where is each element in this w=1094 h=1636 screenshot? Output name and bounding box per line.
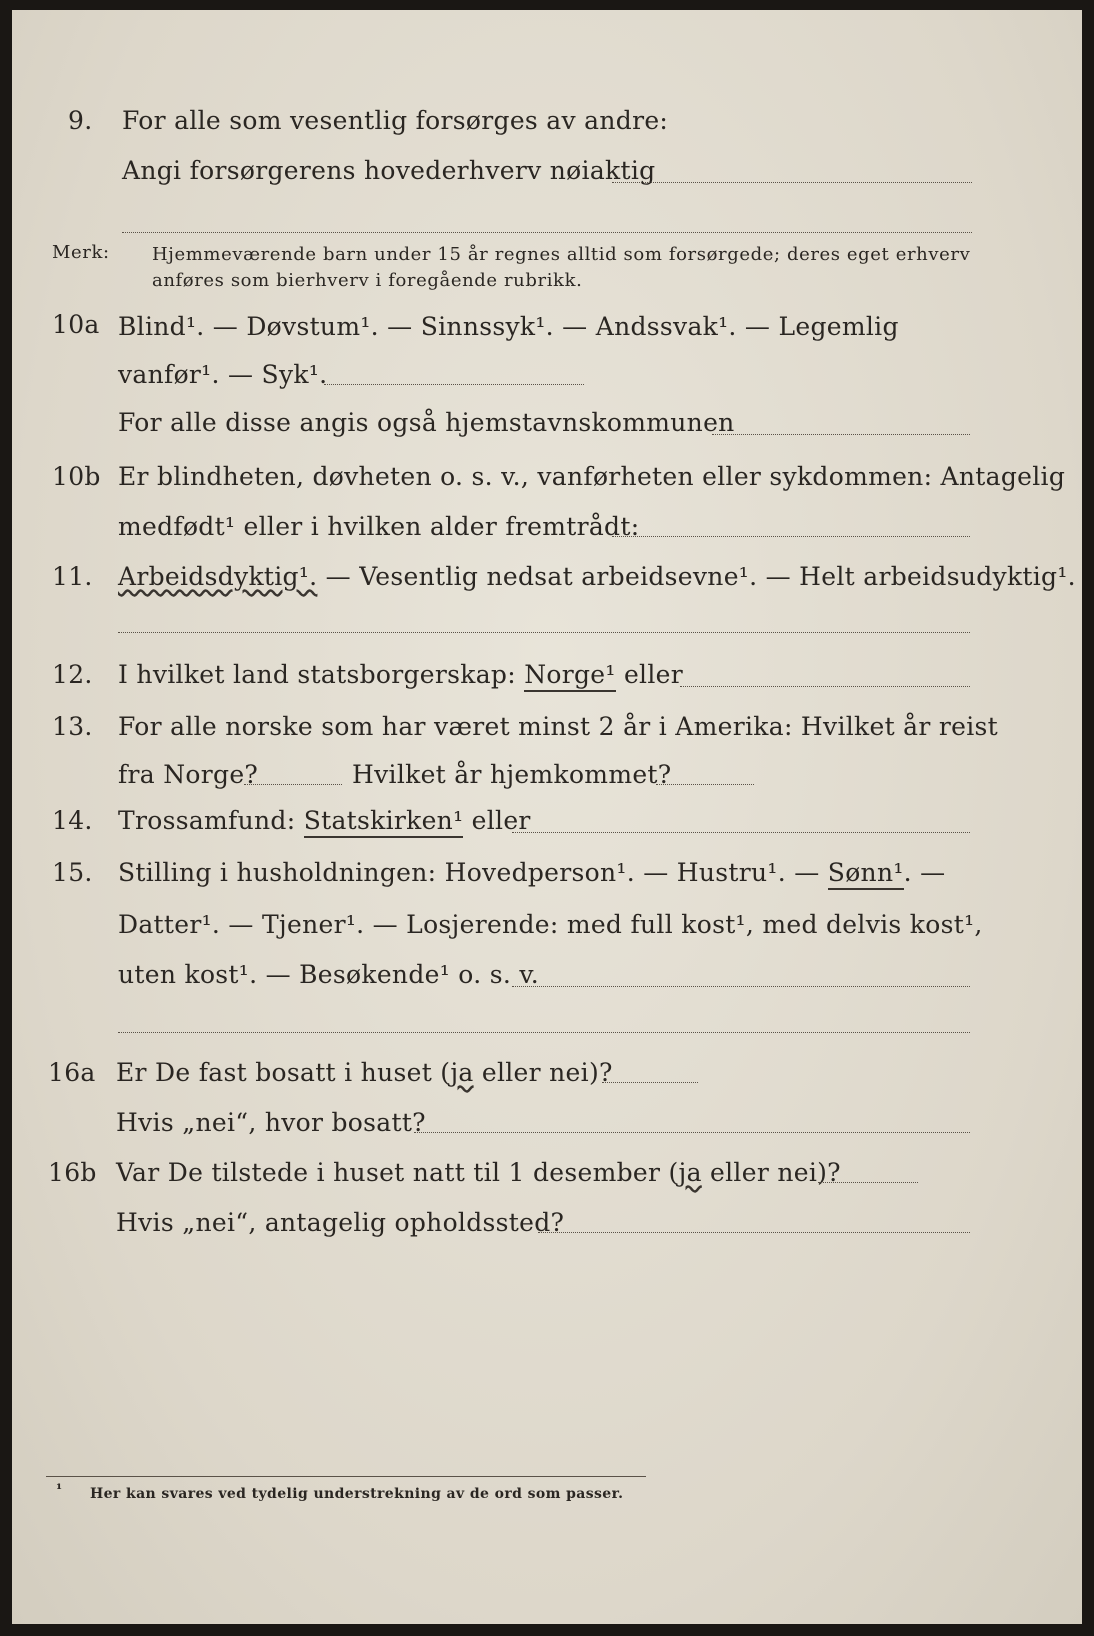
q13-year-returned-field[interactable]	[656, 784, 754, 785]
q15-answer-field[interactable]	[512, 986, 970, 987]
q16a-line1-post: eller nei)?	[473, 1058, 613, 1087]
q9-answer-field-2[interactable]	[122, 232, 972, 233]
q14-post: eller	[463, 806, 531, 835]
q11-answer-field[interactable]	[118, 632, 970, 633]
q10a-home-municipality-field[interactable]	[712, 434, 970, 435]
q16a-selected-option[interactable]: ja	[450, 1058, 474, 1087]
q10a-line3: For alle disse angis også hjemstavnskommunen	[118, 408, 735, 437]
q16a-line1	[116, 1058, 613, 1087]
q14-answer-field[interactable]	[512, 832, 970, 833]
q10a-answer-field[interactable]	[324, 384, 584, 385]
merk-line2: anføres som bierhverv i foregående rubrikk.	[152, 270, 583, 291]
q15-number: 15.	[52, 858, 93, 887]
q10b-line2: medfødt¹ eller i hvilken alder fremtrådt:	[118, 512, 640, 541]
q9-line1: For alle som vesentlig forsørges av andre:	[122, 106, 669, 135]
q12-answer-field[interactable]	[680, 686, 970, 687]
q15-line3: uten kost¹. — Besøkende¹ o. s. v.	[118, 960, 540, 989]
q16b-line2: Hvis „nei“, antagelig opholdssted?	[116, 1208, 565, 1237]
q14-text	[118, 806, 531, 835]
q16b-number: 16b	[48, 1158, 97, 1187]
q15-line2: Datter¹. — Tjener¹. — Losjerende: med full kost¹, med delvis kost¹,	[118, 910, 983, 939]
merk-label: Merk:	[52, 242, 110, 263]
q16a-line1-pre: Er De fast bosatt i huset (	[116, 1058, 451, 1087]
q10a-line1: Blind¹. — Døvstum¹. — Sinnssyk¹. — Andssvak¹. — Legemlig	[118, 312, 899, 341]
q16b-selected-option[interactable]: ja	[678, 1158, 702, 1187]
q16a-number: 16a	[48, 1058, 96, 1087]
q11-rest: — Vesentlig nedsat arbeidsevne¹. — Helt arbeidsudyktig¹.	[317, 562, 1076, 591]
q11-text	[118, 562, 1076, 591]
q10b-answer-field[interactable]	[612, 536, 970, 537]
merk-line1: Hjemmeværende barn under 15 år regnes alltid som forsørgede; deres eget erhverv	[152, 244, 971, 265]
q16b-location-field[interactable]	[538, 1232, 970, 1233]
footnote-text: Her kan svares ved tydelig understrekning av de ord som passer.	[90, 1486, 624, 1502]
q14-number: 14.	[52, 806, 93, 835]
q9-answer-field[interactable]	[612, 182, 972, 183]
q16b-answer-field[interactable]	[818, 1182, 918, 1183]
q16b-line1-pre: Var De tilstede i huset natt til 1 desember (	[116, 1158, 679, 1187]
q15-line1-pre: Stilling i husholdningen: Hovedperson¹. — Hustru¹. —	[118, 858, 828, 887]
q13-line1: For alle norske som har været minst 2 år i Amerika: Hvilket år reist	[118, 712, 999, 741]
q15-line1	[118, 858, 945, 887]
census-form-page	[12, 10, 1082, 1624]
q11-number: 11.	[52, 562, 93, 591]
q16b-line1-post: eller nei)?	[701, 1158, 841, 1187]
q9-number: 9.	[68, 106, 93, 135]
footnote-rule	[46, 1476, 646, 1477]
q12-pre: I hvilket land statsborgerskap:	[118, 660, 525, 689]
q15-selected-option[interactable]: Sønn¹	[828, 858, 904, 890]
q12-selected-option[interactable]: Norge¹	[524, 660, 616, 692]
q15-answer-field-2[interactable]	[118, 1032, 970, 1033]
q16b-line1	[116, 1158, 841, 1187]
q14-selected-option[interactable]: Statskirken¹	[304, 806, 464, 838]
q12-post: eller	[615, 660, 683, 689]
q14-pre: Trossamfund:	[118, 806, 304, 835]
q13-year-left-field[interactable]	[244, 784, 342, 785]
q13-line2b: Hvilket år hjemkommet?	[352, 760, 672, 789]
footnote-mark: ¹	[56, 1482, 63, 1498]
q10b-line1: Er blindheten, døvheten o. s. v., vanførheten eller sykdommen: Antagelig	[118, 462, 1066, 491]
q10a-line2: vanfør¹. — Syk¹.	[118, 360, 328, 389]
q10a-number: 10a	[52, 310, 100, 339]
q11-selected-option[interactable]: Arbeidsdyktig¹.	[118, 562, 318, 591]
q16a-line2: Hvis „nei“, hvor bosatt?	[116, 1108, 426, 1137]
q12-text	[118, 660, 683, 689]
q15-line1-post: . —	[903, 858, 946, 887]
q13-number: 13.	[52, 712, 93, 741]
q16a-where-field[interactable]	[414, 1132, 970, 1133]
q12-number: 12.	[52, 660, 93, 689]
q16a-answer-field[interactable]	[602, 1082, 698, 1083]
q9-line2: Angi forsørgerens hovederhverv nøiaktig	[122, 156, 656, 185]
q10b-number: 10b	[52, 462, 101, 491]
q13-line2a: fra Norge?	[118, 760, 259, 789]
